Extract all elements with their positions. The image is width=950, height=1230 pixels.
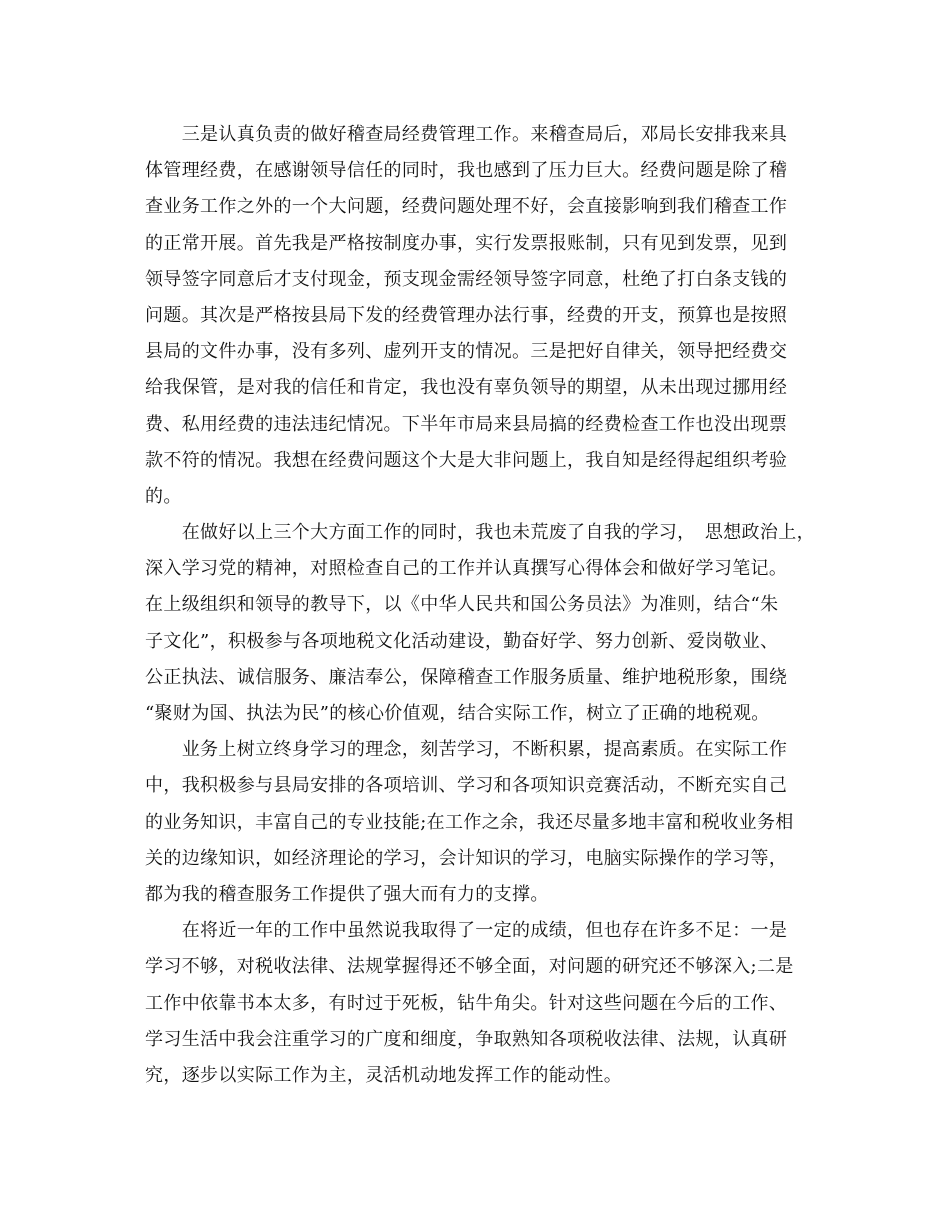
- text-line: 究，逐步以实际工作为主，灵活机动地发挥工作的能动性。: [145, 1064, 623, 1086]
- text-line: 公正执法、诚信服务、廉洁奉公，保障稽查工作服务质量、维护地税形象，围绕: [145, 666, 788, 688]
- text-line: 领导签字同意后才支付现金，预支现金需经领导签字同意，杜绝了打白条支钱的: [145, 268, 788, 290]
- text-line: 体管理经费，在感谢领导信任的同时，我也感到了压力巨大。经费问题是除了稽: [145, 160, 788, 182]
- text-line: 中，我积极参与县局安排的各项培训、学习和各项知识竞赛活动，不断充实自己: [145, 775, 788, 797]
- text-line: 查业务工作之外的一个大问题，经费问题处理不好，会直接影响到我们稽查工作: [145, 196, 788, 218]
- text-line: 的正常开展。首先我是严格按制度办事，实行发票报账制，只有见到发票，见到: [145, 232, 788, 254]
- text-line: 工作中依靠书本太多，有时过于死板，钻牛角尖。针对这些问题在今后的工作、: [145, 992, 788, 1014]
- text-line: 给我保管，是对我的信任和肯定，我也没有辜负领导的期望，从未出现过挪用经: [145, 377, 788, 399]
- text-line: 关的边缘知识，如经济理论的学习，会计知识的学习，电脑实际操作的学习等，: [145, 847, 788, 869]
- text-line: 学习生活中我会注重学习的广度和细度，争取熟知各项税收法律、法规，认真研: [145, 1028, 788, 1050]
- text-line: 款不符的情况。我想在经费问题这个大是大非问题上，我自知是经得起组织考验: [145, 449, 788, 471]
- text-line: 问题。其次是严格按县局下发的经费管理办法行事，经费的开支，预算也是按照: [145, 304, 788, 326]
- text-line: 深入学习党的精神，对照检查自己的工作并认真撰写心得体会和做好学习笔记。: [145, 558, 788, 580]
- text-line: 子文化”，积极参与各项地税文化活动建设，勤奋好学、努力创新、爱岗敬业、: [145, 630, 779, 652]
- text-line: “聚财为国、执法为民”的核心价值观，结合实际工作，树立了正确的地税观。: [145, 703, 770, 724]
- text-line: 在上级组织和领导的教导下，以《中华人民共和国公务员法》为准则，结合“朱: [145, 594, 779, 616]
- text-line: 三是认真负责的做好稽查局经费管理工作。来稽查局后，邓局长安排我来具: [145, 124, 788, 145]
- document-body: [145, 117, 815, 1094]
- text-line: 在做好以上三个大方面工作的同时，我也未荒废了自我的学习， 思想政治上，: [145, 522, 815, 544]
- text-line: 在将近一年的工作中虽然说我取得了一定的成绩，但也存在许多不足：一是: [145, 920, 788, 942]
- text-line: 的。: [145, 485, 182, 507]
- text-line: 县局的文件办事，没有多列、虚列开支的情况。三是把好自律关，领导把经费交: [145, 341, 788, 363]
- text-line: 的业务知识，丰富自己的专业技能;在工作之余，我还尽量多地丰富和税收业务相: [145, 811, 794, 833]
- text-line: 学习不够，对税收法律、法规掌握得还不够全面，对问题的研究还不够深入;二是: [145, 956, 794, 978]
- text-line: 业务上树立终身学习的理念，刻苦学习，不断积累，提高素质。在实际工作: [145, 739, 788, 761]
- text-line: 费、私用经费的违法违纪情况。下半年市局来县局搞的经费检查工作也没出现票: [145, 413, 788, 435]
- text-line: 都为我的稽查服务工作提供了强大而有力的支撑。: [145, 883, 549, 905]
